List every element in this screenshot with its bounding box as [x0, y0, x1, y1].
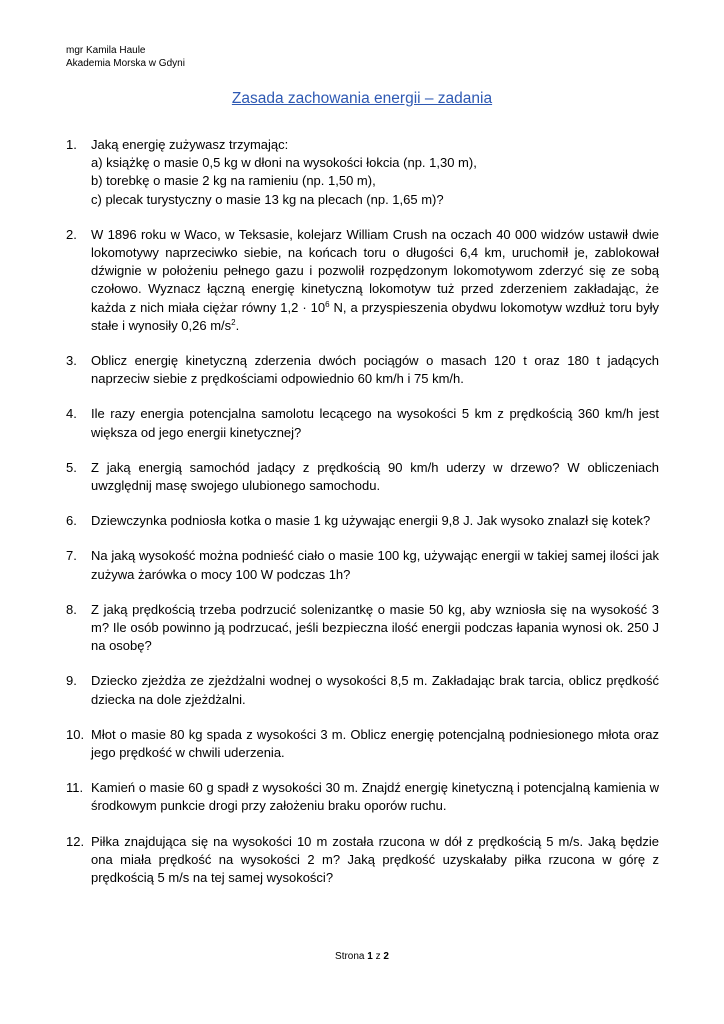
task-item-1	[66, 136, 659, 209]
task-item-9	[66, 672, 659, 708]
task-number: 3.	[66, 353, 77, 369]
author-name: mgr Kamila Haule	[66, 45, 146, 56]
task-option-b: b) torebkę o masie 2 kg na ramieniu (np. 1,50 m),	[91, 173, 376, 189]
task-item-11	[66, 779, 659, 815]
task-number: 9.	[66, 673, 77, 689]
task-text: Z jaką prędkością trzeba podrzucić solenizantkę o masie 50 kg, aby wzniosła się na wysokość 3 m? Ile osób powinno ją podrzucać, jeśli bezpieczna ilość energii podczas łapania wynosi ok. 250 J na osobę?	[91, 601, 659, 654]
page-header	[66, 44, 185, 70]
task-item-8	[66, 601, 659, 656]
task-list	[66, 136, 659, 904]
task-number: 12.	[66, 833, 85, 849]
task-number: 4.	[66, 406, 77, 422]
task-number: 8.	[66, 601, 77, 617]
task-item-10	[66, 726, 659, 762]
task-number: 2.	[66, 226, 77, 242]
page-label: Strona	[335, 951, 365, 962]
task-number: 10.	[66, 726, 85, 742]
document-title: Zasada zachowania energii – zadania	[231, 90, 493, 107]
task-text: Kamień o masie 60 g spadł z wysokości 30 m. Znajdź energię kinetyczną i potencjalną kamienia w środkowym punkcie drogi przy założeniu braku oporów ruchu.	[91, 780, 659, 814]
task-item-3	[66, 352, 659, 388]
task-text: Dziecko zjeżdża ze zjeżdżalni wodnej o wysokości 8,5 m. Zakładając brak tarcia, oblicz prędkość dziecka na dole zjeżdżalni.	[91, 673, 659, 707]
task-text: Oblicz energię kinetyczną zderzenia dwóch pociągów o masach 120 t oraz 180 t jadących naprzeciw siebie z prędkościami odpowiednio 60 km/h i 75 km/h.	[91, 353, 659, 387]
task-text: Młot o masie 80 kg spada z wysokości 3 m. Oblicz energię potencjalną podniesionego młota oraz jego prędkość w chwili uderzenia.	[91, 726, 659, 761]
task-item-6	[66, 512, 659, 530]
task-item-12	[66, 833, 659, 888]
task-number: 7.	[66, 548, 77, 564]
task-question: Jaką energię zużywasz trzymając:	[91, 137, 289, 152]
task-text: Ile razy energia potencjalna samolotu lecącego na wysokości 5 km z prędkością 360 km/h jest większa od jego energii kinetycznej?	[91, 406, 659, 440]
task-text: Piłka znajdująca się na wysokości 10 m została rzucona w dół z prędkością 5 m/s. Jaką będzie ona miała prędkość na wysokości 2 m? Jaką prędkość uzyskałaby piłka rzucona w górę z prędkością 5 m/s na tej samej wysokości?	[91, 833, 659, 886]
task-exponent-1: 6	[325, 299, 330, 309]
total-pages-number: 2	[383, 951, 389, 962]
task-text-part-1: W 1896 roku w Waco, w Teksasie, kolejarz William Crush na oczach 40 000 widzów ustawił dwie lokomotywy naprzeciwko siebie, na końcach toru o długości 6,4 km, uruchomił je, zablokował dźwignie w położeniu pełnego gazu i pozwolił rozpędzonym lokomotywom zderzyć się ze sobą czołowo. Wyznacz łączną energię kinetyczną lokomotyw tuż przed zderzeniem zakładając, że każda z nich miała ciężar równy 1,2 · 10	[91, 226, 659, 315]
task-number: 5.	[66, 459, 77, 475]
task-item-5	[66, 459, 659, 495]
task-text: Dziewczynka podniosła kotka o masie 1 kg używając energii 9,8 J. Jak wysoko znalazł się kotek?	[91, 513, 651, 529]
task-item-2	[66, 226, 659, 335]
task-number: 1.	[66, 137, 77, 152]
task-body	[91, 226, 659, 335]
task-text-part-3: .	[235, 317, 240, 333]
task-option-c: c) plecak turystyczny o masie 13 kg na plecach (np. 1,65 m)?	[91, 191, 444, 207]
task-exponent-2: 2	[231, 317, 236, 327]
task-text-part-2: N, a przyspieszenia obydwu lokomotyw wzdłuż toru były stałe i wynosiły 0,26 m/s	[91, 299, 659, 333]
current-page-number: 1	[367, 951, 373, 962]
page-footer	[0, 950, 724, 963]
task-option-a: a) książkę o masie 0,5 kg w dłoni na wysokości łokcia (np. 1,30 m),	[91, 155, 477, 171]
task-text: Z jaką energią samochód jadący z prędkością 90 km/h uderzy w drzewo? W obliczeniach uwzględnij masę swojego ulubionego samochodu.	[91, 459, 659, 494]
task-item-4	[66, 405, 659, 441]
task-item-7	[66, 547, 659, 583]
task-body	[91, 136, 659, 209]
page-separator: z	[375, 951, 381, 962]
task-number: 11.	[66, 780, 84, 796]
task-number: 6.	[66, 513, 77, 529]
institution-name: Akademia Morska w Gdyni	[66, 58, 185, 69]
task-text: Na jaką wysokość można podnieść ciało o masie 100 kg, używając energii w takiej samej ilości jak zużywa żarówka o mocy 100 W podczas 1h?	[91, 548, 659, 582]
